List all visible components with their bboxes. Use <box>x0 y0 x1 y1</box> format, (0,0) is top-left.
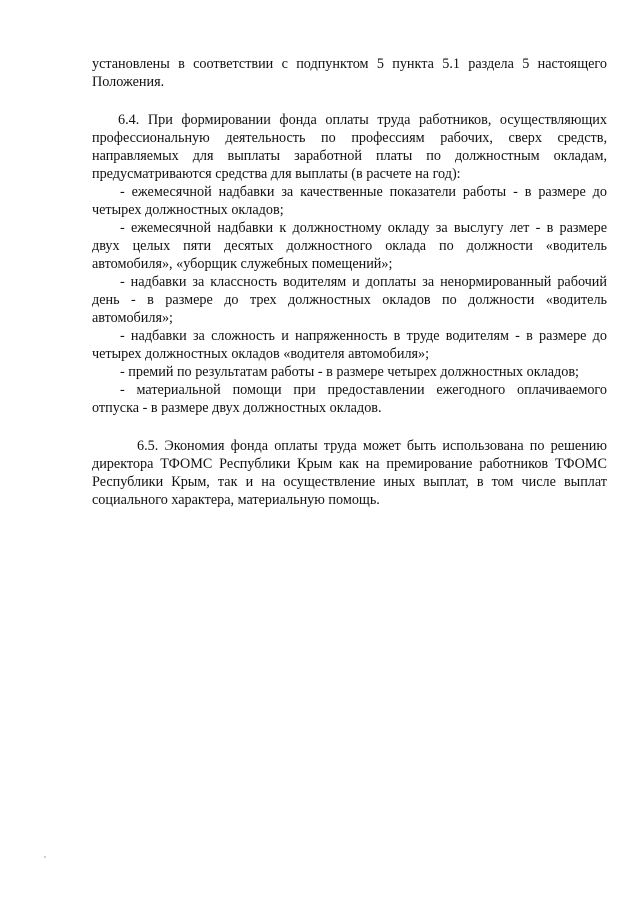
list-item: - надбавки за сложность и напряженность в труде водителям - в размере до четырех должностных окладов «водителя автомобиля»; <box>92 328 607 362</box>
section-6-5 <box>92 437 607 509</box>
list-item: - ежемесячной надбавки за качественные показатели работы - в размере до четырех должностных окладов; <box>92 184 607 218</box>
section-6-4 <box>92 111 607 417</box>
scan-speck <box>44 856 46 858</box>
section-6-5-text: 6.5. Экономия фонда оплаты труда может быть использована по решению директора ТФОМС Республики Крым как на премирование работников ТФОМС Республики Крым, так и на осуществление иных выплат, в том числе выплат социального характера, материальную помощь. <box>92 438 607 508</box>
paragraph-intro-text: установлены в соответствии с подпунктом 5 пункта 5.1 раздела 5 настоящего Положения. <box>92 56 607 90</box>
list-item: - ежемесячной надбавки к должностному окладу за выслугу лет - в размере двух целых пяти десятых должностного оклада по должности «водитель автомобиля», «уборщик служебных помещений»; <box>92 220 607 272</box>
list-item: - премий по результатам работы - в размере четырех должностных окладов; <box>120 364 580 380</box>
paragraph-intro <box>92 55 607 91</box>
list-item: - материальной помощи при предоставлении ежегодного оплачиваемого отпуска - в размере двух должностных окладов. <box>92 382 607 416</box>
list-item: - надбавки за классность водителям и доплаты за ненормированный рабочий день - в размере до трех должностных окладов по должности «водитель автомобиля»; <box>92 274 607 326</box>
section-6-4-lead: 6.4. При формировании фонда оплаты труда работников, осуществляющих профессиональную деятельность по профессиям рабочих, сверх средств, направляемых для выплаты заработной платы по должностным окладам, предусматриваются средства для выплаты (в расчете на год): <box>92 112 607 182</box>
